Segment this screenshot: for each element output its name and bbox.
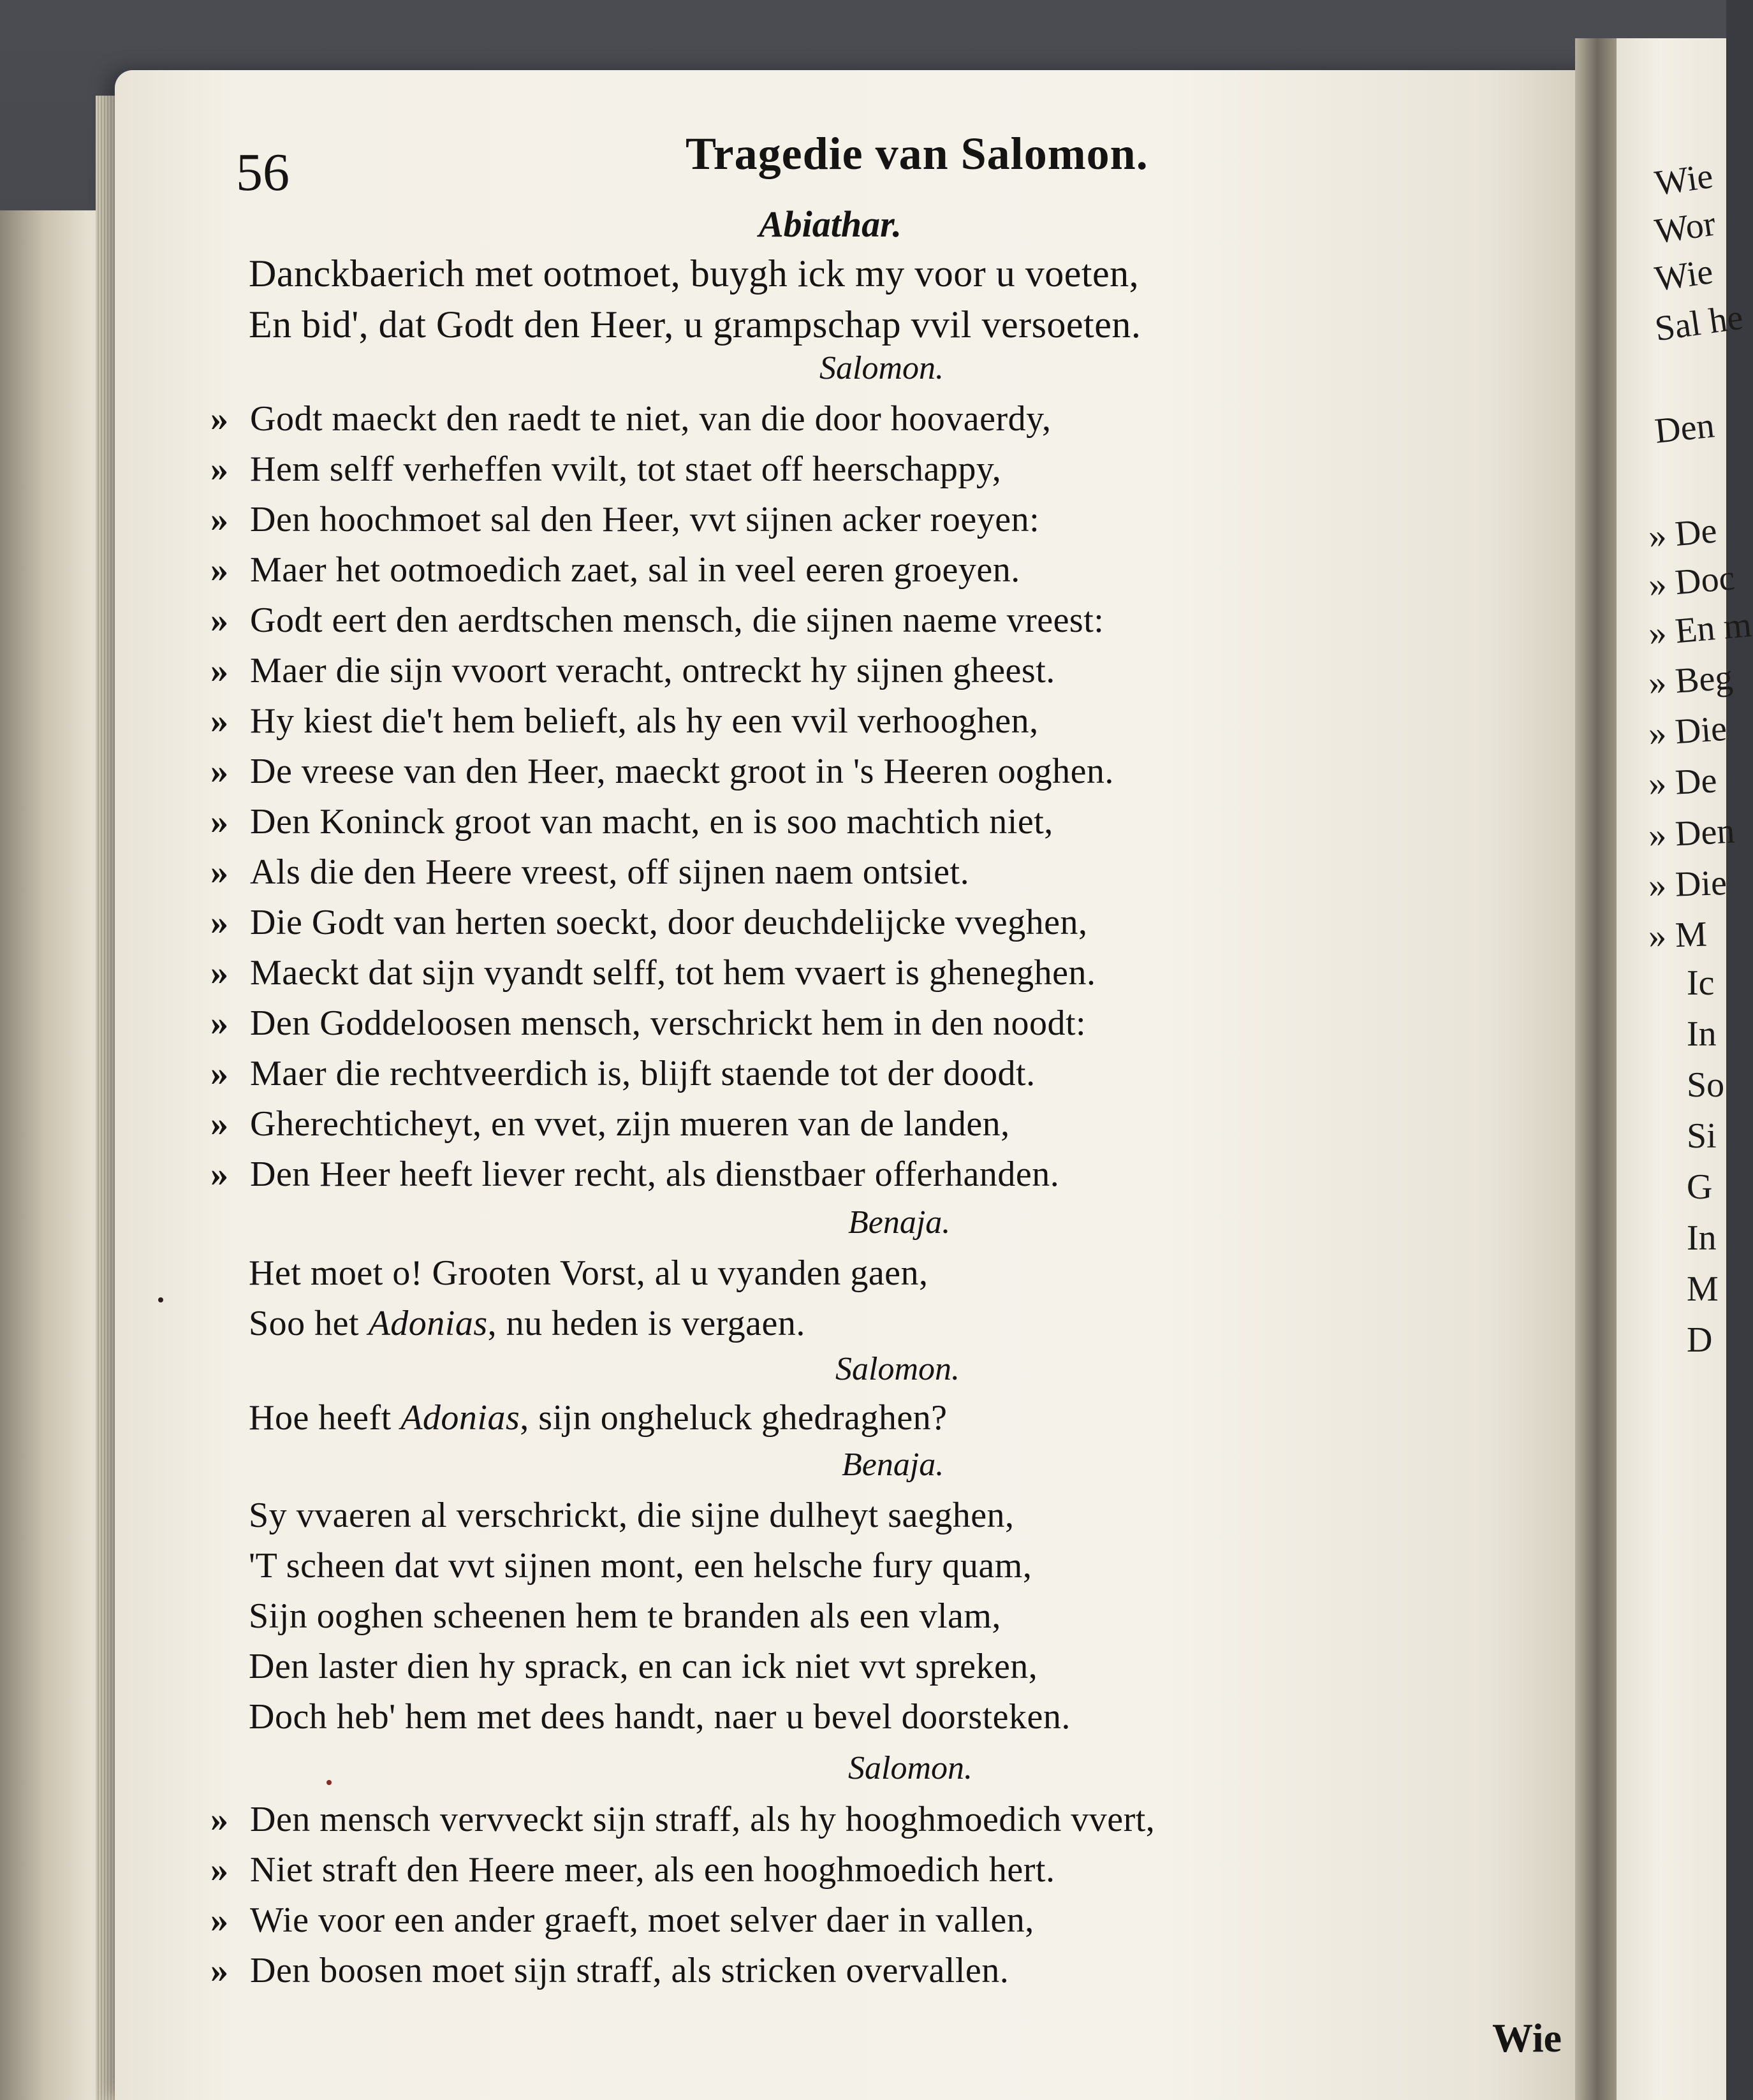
name-adonias: Adonias <box>400 1398 520 1438</box>
quote-mark: » <box>210 752 229 791</box>
verse-line: Den laster dien hy sprack, en can ick niet vvt spreken, <box>249 1647 1038 1686</box>
verse-text: Soo het <box>249 1304 369 1343</box>
verse-text: Hem selff verheffen vvilt, tot staet off heerschappy, <box>250 449 1002 489</box>
quote-mark: » <box>210 852 229 892</box>
verse-text: Hy kiest die't hem belieft, als hy een vvil verhooghen, <box>250 701 1039 741</box>
quote-mark: » <box>210 500 229 539</box>
facing-line: M <box>1687 1269 1719 1309</box>
verse-line <box>210 852 969 893</box>
verse-line <box>210 600 1104 641</box>
verse-text: De vreese van den Heer, maeckt groot in 's Heeren ooghen. <box>250 752 1114 791</box>
verse-line: Sy vvaeren al verschrickt, die sijne dulheyt saeghen, <box>249 1496 1015 1535</box>
verse-line <box>210 952 1096 993</box>
speaker-salomon: Salomon. <box>819 350 944 386</box>
facing-line: So <box>1687 1065 1725 1105</box>
facing-line: » De <box>1647 511 1719 557</box>
book-page-block <box>0 210 96 2100</box>
quote-mark: » <box>210 802 229 842</box>
verse-line: Danckbaerich met ootmoet, buygh ick my voor u voeten, <box>249 252 1140 295</box>
quote-mark: » <box>210 1800 229 1839</box>
facing-line: » Doc <box>1647 558 1736 605</box>
running-head: Tragedie van Salomon. <box>686 128 1148 179</box>
quote-mark: » <box>210 601 229 640</box>
facing-line: G <box>1687 1167 1713 1207</box>
verse-text: Den hoochmoet sal den Heer, vvt sijnen acker roeyen: <box>250 500 1040 539</box>
ink-speck <box>158 1297 163 1302</box>
verse-line: Sijn ooghen scheenen hem te branden als een vlam, <box>249 1596 1001 1636</box>
page-number: 56 <box>236 143 290 202</box>
facing-line: Sal he <box>1652 297 1746 349</box>
verse-line <box>210 902 1088 943</box>
quote-mark: » <box>210 1003 229 1043</box>
verse-text: Hoe heeft <box>249 1398 401 1438</box>
verse-line <box>210 1900 1034 1941</box>
speaker-abiathar: Abiathar. <box>759 203 902 245</box>
facing-line: In <box>1687 1218 1717 1258</box>
verse-text: Den boosen moet sijn straff, als stricken overvallen. <box>250 1951 1009 1990</box>
catchword: Wie <box>1492 2015 1562 2060</box>
ink-speck <box>326 1780 332 1785</box>
book-gutter <box>1575 38 1620 2100</box>
verse-text: , nu heden is vergaen. <box>487 1304 805 1343</box>
verse-text: Den Goddeloosen mensch, verschrickt hem in den noodt: <box>250 1003 1087 1043</box>
facing-line: » En m <box>1647 605 1753 653</box>
verse-line <box>210 701 1039 741</box>
facing-line: » Die <box>1647 708 1728 754</box>
verse-line <box>210 650 1055 691</box>
quote-mark: » <box>210 701 229 741</box>
quote-mark: » <box>210 399 229 439</box>
verse-line <box>210 1849 1055 1890</box>
facing-line: » Die <box>1647 863 1727 906</box>
verse-line <box>210 1104 1010 1144</box>
facing-line: Ic <box>1687 963 1715 1003</box>
verse-text: Als die den Heere vreest, off sijnen naem ontsiet. <box>250 852 970 892</box>
quote-mark: » <box>210 1104 229 1144</box>
facing-page-column <box>1647 0 1753 2100</box>
verse-line <box>210 1053 1036 1094</box>
quote-mark: » <box>210 1850 229 1890</box>
verse-line <box>249 1303 805 1344</box>
verse-text: Maer die sijn vvoort veracht, ontreckt hy sijnen gheest. <box>250 651 1055 690</box>
quote-mark: » <box>210 953 229 993</box>
quote-mark: » <box>210 1951 229 1990</box>
quote-mark: » <box>210 1054 229 1093</box>
verse-text: Die Godt van herten soeckt, door deuchdelijcke vveghen, <box>250 903 1088 942</box>
facing-line: Den <box>1653 405 1717 451</box>
facing-line: » Den <box>1647 811 1736 856</box>
verse-line <box>210 801 1053 842</box>
verse-line <box>210 398 1051 439</box>
verse-text: Maer die rechtveerdich is, blijft staende tot der doodt. <box>250 1054 1036 1093</box>
quote-mark: » <box>210 1155 229 1194</box>
verse-line: Doch heb' hem met dees handt, naer u bevel doorsteken. <box>249 1697 1071 1737</box>
verse-line <box>249 1397 948 1438</box>
facing-line: Wie <box>1652 251 1715 300</box>
quote-mark: » <box>210 449 229 489</box>
verse-text: , sijn ongheluck ghedraghen? <box>520 1398 948 1438</box>
verse-text: Den Koninck groot van macht, en is soo machtich niet, <box>250 802 1053 842</box>
verse-line <box>210 1799 1155 1840</box>
facing-line: D <box>1687 1320 1713 1360</box>
facing-line: » Beg <box>1647 657 1735 703</box>
verse-text: Den Heer heeft liever recht, als dienstbaer offerhanden. <box>250 1155 1060 1194</box>
facing-line: Wie <box>1652 156 1715 204</box>
verse-line <box>210 1950 1009 1991</box>
verse-line <box>210 499 1039 540</box>
facing-line: » De <box>1647 761 1718 804</box>
verse-line: 'T scheen dat vvt sijnen mont, een helsche fury quam, <box>249 1546 1032 1586</box>
verse-line <box>210 751 1114 792</box>
quote-mark: » <box>210 651 229 690</box>
speaker-salomon: Salomon. <box>835 1351 960 1387</box>
verse-text: Gherechticheyt, en vvet, zijn mueren van de landen, <box>250 1104 1010 1144</box>
verse-text: Wie voor een ander graeft, moet selver daer in vallen, <box>250 1900 1034 1940</box>
speaker-salomon: Salomon. <box>848 1750 972 1786</box>
quote-mark: » <box>210 1900 229 1940</box>
quote-mark: » <box>210 903 229 942</box>
facing-line: » M <box>1647 914 1708 956</box>
speaker-benaja: Benaja. <box>848 1204 951 1241</box>
verse-line <box>210 1003 1086 1044</box>
quote-mark: » <box>210 550 229 590</box>
verse-line <box>210 550 1020 590</box>
verse-line <box>210 449 1001 490</box>
facing-line: Si <box>1687 1116 1717 1156</box>
verse-text: Niet straft den Heere meer, als een hooghmoedich hert. <box>250 1850 1055 1890</box>
verse-line: En bid', dat Godt den Heer, u grampschap vvil versoeten. <box>249 303 1141 346</box>
verse-text: Maeckt dat sijn vyandt selff, tot hem vvaert is gheneghen. <box>250 953 1096 993</box>
verse-line <box>210 1154 1059 1195</box>
speaker-benaja: Benaja. <box>842 1447 944 1483</box>
name-adonias: Adonias <box>368 1304 488 1343</box>
facing-line: In <box>1687 1014 1717 1054</box>
verse-line: Het moet o! Grooten Vorst, al u vyanden gaen, <box>249 1253 928 1293</box>
verse-text: Den mensch vervveckt sijn straff, als hy hooghmoedich vvert, <box>250 1800 1155 1839</box>
verse-text: Godt maeckt den raedt te niet, van die door hoovaerdy, <box>250 399 1052 439</box>
verse-text: Godt eert den aerdtschen mensch, die sijnen naeme vreest: <box>250 601 1104 640</box>
facing-line: Wor <box>1652 203 1718 252</box>
verse-text: Maer het ootmoedich zaet, sal in veel eeren groeyen. <box>250 550 1020 590</box>
